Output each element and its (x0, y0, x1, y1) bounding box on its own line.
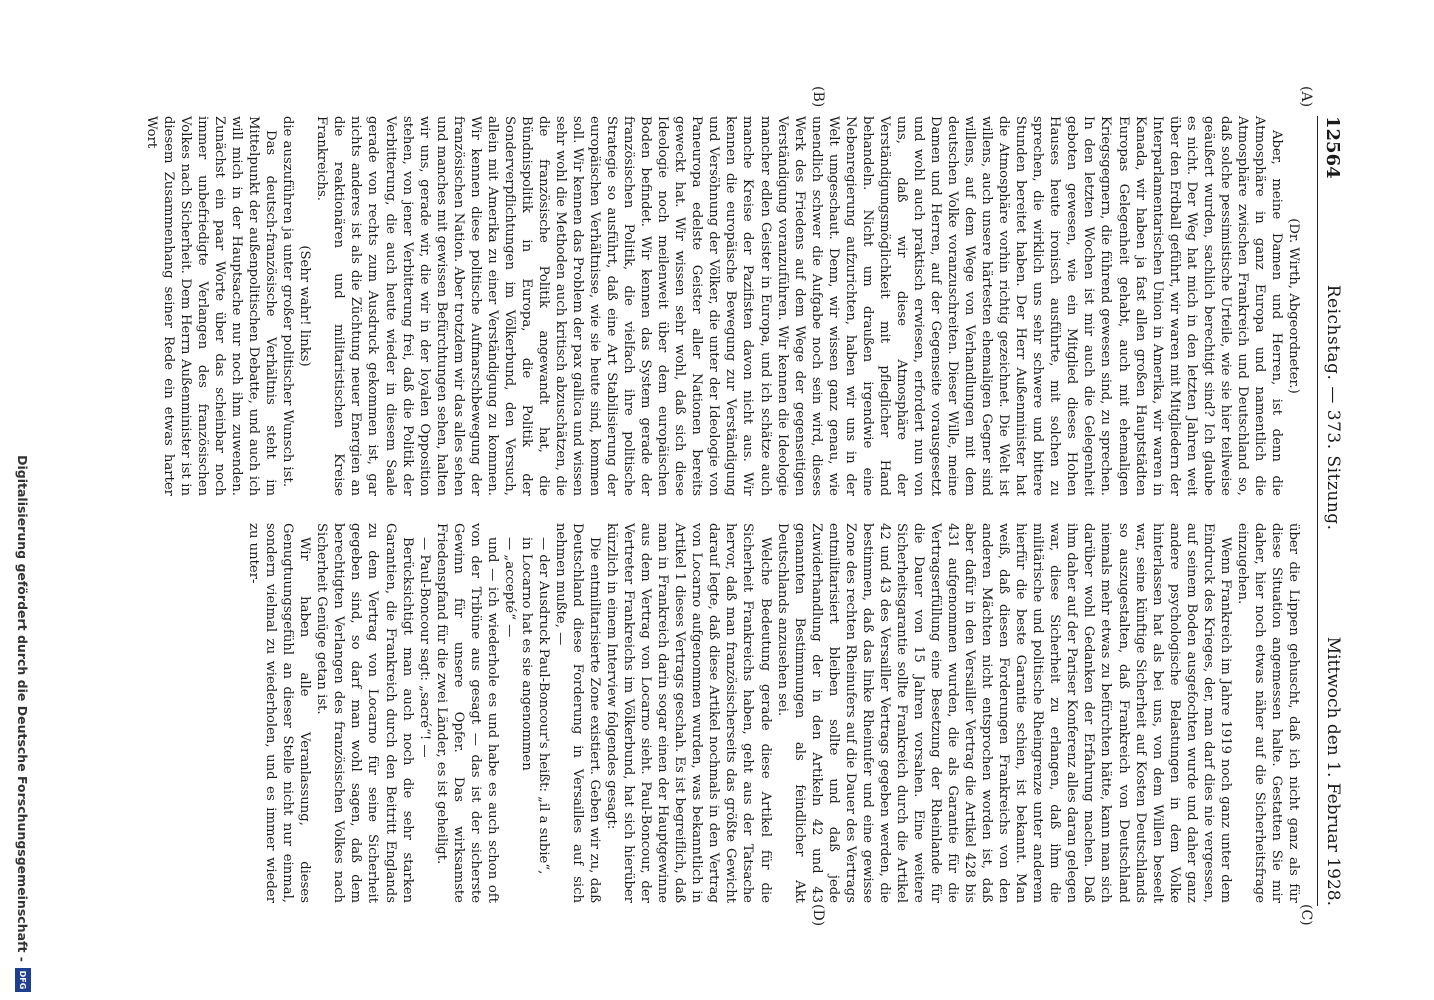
session-title: Reichstag. — 373. Sitzung. (1323, 284, 1343, 531)
quote: in Locarno hat es sie angenommen (518, 537, 534, 771)
margin-marker-b: (B) (810, 86, 826, 108)
dfg-logo: DFG (15, 968, 31, 992)
margin-marker-d: (D) (810, 904, 826, 927)
quote-interjection: — der Ausdruck Paul-Boncour's heißt: „il a subie“, (535, 537, 551, 875)
paragraph: Aber, meine Damen und Herren, ist denn die Atmosphäre in ganz Europa und namentlich die Atmosphäre zwischen Frankreich und Deutschland so, daß solche pessimistische Urteile, wie sie hier teilweise geäußert wurden, sachlich berechtigt sind? Ich glaube es nicht. Der Weg hat mich in den letzten Jahren weit über den Erdball geführt, wir waren mit Mitgliedern der Interparlamentarischen Union in Amerika, wir waren in Kanada, wir haben ja fast allen großen Hauptstädten Europas Gelegenheit gehabt, auch mit ehemaligen Kriegsgegnern, die führend gewesen sind, zu sprechen. In den letzten Wochen ist mir auch die Gelegenheit geboten gewesen, wie ein Mitglied dieses Hohen Hauses heute ironisch ausführte, mit solchen zu sprechen, die wirklich uns sehr schwere und bittere Stunden bereitet haben. Der Herr Außenminister hat die Atmosphäre vorhin richtig gezeichnet. Die Welt ist willens, auch unsere härtesten ehemaligen Gegner sind willens, auf dem Wege von Verhandlungen mit dem deutschen Volke voranzuschreiten. Dieser Wille, meine Damen und Herren, auf der Gegenseite vorausgesetzt und wohl auch praktisch erwiesen, erfordert nun von uns, daß wir diese Atmosphäre der Verständigungsmöglichkeit mit pfleglicher Hand behandeln. Nicht um draußen irgendwie eine Nebenregierung aufzurichten, haben wir uns in der Welt umgeschaut. Denn, wir wissen ganz genau, wie unendlich schwer die Aufgabe noch sein wird, dieses Werk des Friedens auf dem Wege der gegenseitigen Verständigung voranzuführen. Wir kennen die Ideologie mancher edlen Geister in Europa, und ich schätze auch manche Kreise der Pazifisten davon nicht aus. Wir kennen die europäische Bewegung zur Verständigung und Versöhnung der Völker, die unter der Ideologie von Paneuropa edelste Geister aller Nationen bereits geweckt hat. Wir wissen sehr wohl, daß sich diese Ideologie noch meilenweit über dem europäischen Boden befindet. Wir kennen das System gerade der französischen Politik, die vielfach ihre politische Strategie so ausführt, daß eine Art Stabilisierung der europäischen Verhältnisse, wie sie heute sind, kommen soll. Wir kennen das Problem der pax gallica und wissen sehr wohl die Methoden auch kritisch abzuschätzen, die die französische Politik angewandt hat, die Bündnispolitik in Europa, die Politik der Sonderverpflichtungen im Völkerbund, den Versuch, allein mit Amerika zu einer Verständigung zu kommen. Wir kennen diese politische Aufmarschbewegung der französischen Nation. Aber trotzdem wir das alles sehen und manches mit gewissen Befürchtungen sehen, halten wir uns, gerade wir, die wir in der loyalen Opposition stehen, von jener Verbitterung frei, daß die Politik der Verbitterung, die auch heute wieder in diesem Saale gerade von rechts zum Ausdruck gekommen ist, gar nichts anderes ist als die Züchtung neuer Energien an die reaktionären und militaristischen Kreise Frankreichs. (314, 116, 1284, 496)
paragraph: Welche Bedeutung gerade diese Artikel für die Sicherheit Frankreichs haben, geht aus der Tatsache hervor, daß man französischerseits das größte Gewicht darauf legte, daß diese Artikel nochmals in den Vertrag von Locarno aufgenommen wurden, was bekanntlich in Artikel 1 dieses Vertrags geschah. Es ist begreiflich, daß man in Frankreich darin sogar einen der Hauptgewinne aus dem Vertrag von Locarno sieht. Paul-Boncour, der Vertreter Frankreichs im Völkerbund, hat sich hierüber kürzlich in einem Interview folgendes gesagt: (604, 523, 773, 903)
page-number: 12564 (1322, 116, 1344, 179)
digitization-credit (12, 12, 34, 992)
speaker-line: (Dr. Wirth, Abgeordneter.) (1286, 218, 1301, 394)
paragraph: Wir haben alle Veranlassung, dieses Genugtuungsgefühl an dieser Stelle nicht nur einmal, sondern vielmal zu wiederholen, und es immer wieder zu unter- (246, 523, 313, 903)
margin-marker-a: (A) (1298, 86, 1314, 108)
page-header (1317, 116, 1348, 906)
quote: Die entmilitarisierte Zone existiert. Geben wir zu, daß Deutschland diese Forderung in Versailles auf sich nehmen mußte, — (552, 523, 603, 903)
quote-interjection: — „accepté“ — (501, 537, 517, 638)
paragraph: Berücksichtigt man auch noch die sehr starken Garantien, die Frankreich durch den Beitritt Englands zu dem Vertrag von Locarno für seine Sicherheit gegeben sind, so darf man wohl sagen, daß dem berechtigten Verlangen des französischen Volkes nach Sicherheit Genüge getan ist. (314, 523, 415, 903)
paragraph: über die Lippen gehuscht, daß ich nicht ganz als für diese Situation angemessen halte. Gestatten Sie mir daher, hier noch etwas näher auf die Sicherheitsfrage einzugehen. (1234, 523, 1301, 903)
left-column (143, 116, 1302, 496)
credit-text: Digitalisierung gefördert durch die Deutsche Forschungsgemeinschaft - (15, 455, 31, 962)
right-column (246, 523, 1302, 903)
paragraph: die auszuführen ja unter großer politischer Wunsch ist. (280, 116, 296, 488)
interjection: (Sehr wahr! links) (297, 245, 313, 367)
quote: und — ich wiederhole es und habe es auch schon oft von der Tribüne aus gesagt — das ist der sicherste Gewinn für unsere Opfer. Das wirksamste Friedenspfand für die zwei Länder, es ist geheiligt. (433, 523, 500, 903)
paragraph: Wenn Frankreich im Jahre 1919 noch ganz unter dem Eindruck des Krieges, der, man darf dies nie vergessen, auf seinem Boden ausgefochten wurde und daher ganz andere psychologische Belastungen in dem Volke hinterlassen hat als bei uns, von dem Willen beseelt war, seine künftige Sicherheit auf Kosten Deutschlands so auszugestalten, daß Frankreich von Deutschland niemals mehr etwas zu befürchten hätte, kann man sich darüber wohl Gedanken der Erfahrung machen. Daß ihm daher auf der Pariser Konferenz alles daran gelegen war, diese Sicherheit zu erlangen, daß ihm die militärische und politische Rheingrenze unter anderem hierfür die beste Garantie schien, ist bekannt. Man weiß, daß diesen Forderungen Frankreichs von den anderen Mächten nicht entsprochen worden ist, daß aber dafür in den Versailler Vertrag die Artikel 428 bis 431 aufgenommen wurden, die als Garantie für die Vertragserfüllung eine Besetzung der Rheinlande für die Dauer von 15 Jahren vorsahen. Eine weitere Sicherheitsgarantie sollte Frankreich durch die Artikel 42 und 43 des Versailler Vertrags gegeben werden, die bestimmen, daß das linke Rheinufer und eine gewisse Zone des rechten Rheinufers auf die Dauer des Vertrags entmilitarisiert bleiben sollte und daß jede Zuwiderhandlung der in den Artikeln 42 und 43 genannten Bestimmungen als feindlicher Akt Deutschlands anzusehen sei. (774, 523, 1233, 903)
quote-interjection: — Paul-Boncour sagt: „sacré“! — (416, 537, 432, 758)
paragraph: Das deutsch-französische Verhältnis steht im Mittelpunkt der außenpolitischen Debatte, und auch ich will mich in der Hauptsache nur noch ihm zuwenden. Zunächst ein paar Worte über das scheinbar noch immer unbefriedigte Verlangen des französischen Volkes nach Sicherheit. Dem Herrn Außenminister ist in diesem Zusammenhang seiner Rede ein etwas harter Wort (143, 116, 279, 496)
session-date: Mittwoch den 1. Februar 1928. (1323, 636, 1343, 906)
margin-marker-c: (C) (1298, 904, 1314, 926)
